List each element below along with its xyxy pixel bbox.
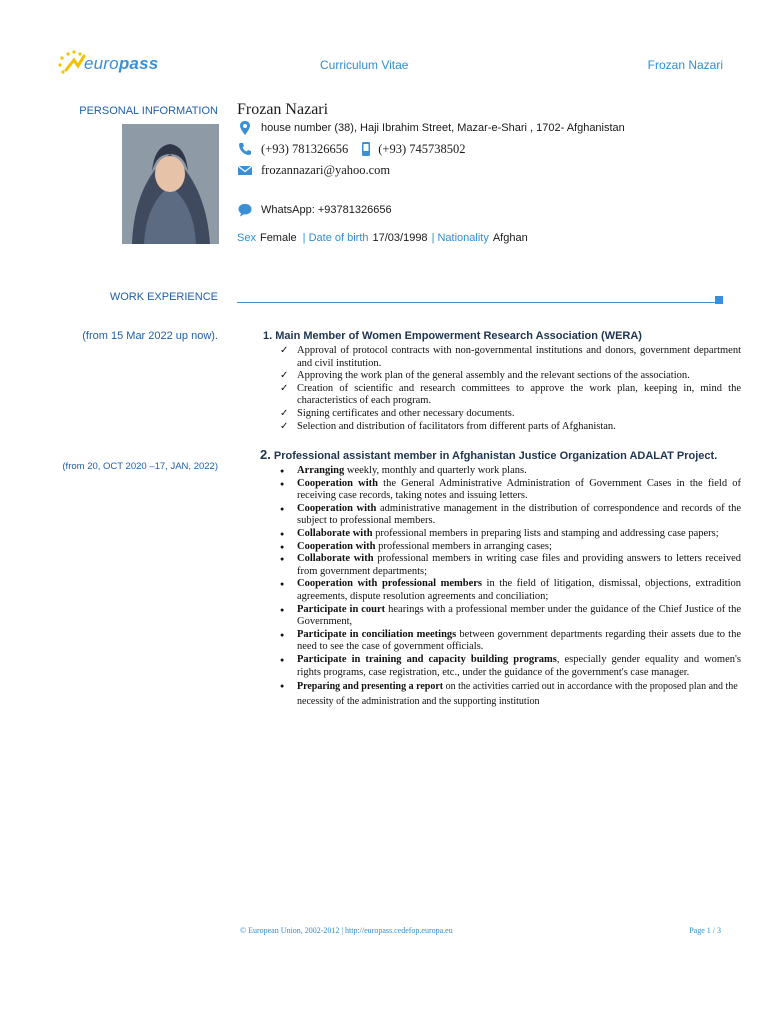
whatsapp-number[interactable]: WhatsApp: +93781326656	[261, 204, 392, 216]
profile-photo	[122, 124, 219, 244]
list-item: ● Participate in training and capacity building programs, especially gender equality and women's rights programs, case registration, etc., under the guidance of the government's case manager.	[277, 654, 741, 679]
list-item: ● Cooperation with professional members in the field of litigation, dismissal, objections, extradition agreements, dispute resolution agreements and conciliation;	[277, 578, 741, 603]
list-item: ● Participate in court hearings with a professional member under the guidance of the Chief Justice of the Government,	[277, 604, 741, 629]
nationality-value: Afghan	[492, 232, 528, 244]
address: house number (38), Haji Ibrahim Street, Mazar-e-Shari , 1702- Afghanistan	[261, 122, 625, 134]
job-2-date: (from 20, OCT 2020 –17, JAN, 2022)	[62, 461, 218, 472]
work-experience-heading: WORK EXPERIENCE	[109, 291, 218, 303]
section-divider-marker	[715, 296, 723, 304]
job-1-date: (from 15 Mar 2022 up now).	[82, 330, 218, 342]
list-item: ● Cooperation with administrative management in the distribution of correspondence and records of the subject to professional members.	[277, 503, 741, 528]
list-item: ✓ Creation of scientific and research committees to approve the work plan, keeping in, mind the characteristics of each program.	[277, 383, 741, 408]
job-2-title: Professional assistant member in Afghanistan Justice Organization ADALAT Project.	[273, 450, 718, 462]
list-item: ● Cooperation with the General Administrative Administration of Government Cases in the field of receiving case records, taking notes and issuing letters.	[277, 478, 741, 503]
person-name: Frozan Nazari	[237, 101, 329, 118]
list-item: ● Collaborate with professional members in writing case files and providing answers to letters received from government departments;	[277, 553, 741, 578]
email-link[interactable]: frozannazari@yahoo.com	[261, 162, 391, 177]
dob-label: | Date of birth	[302, 232, 369, 244]
footer-copyright: © European Union, 2002-2012 | http://europass.cedefop.europa.eu	[240, 926, 453, 935]
user-photo	[122, 124, 219, 244]
dob-value: 17/03/1998	[372, 232, 428, 244]
section-divider	[237, 302, 717, 303]
europass-logo-text: europass	[84, 54, 159, 73]
job-2-duties	[277, 465, 741, 709]
mobile-phone-icon	[358, 141, 374, 157]
list-item: ● Collaborate with professional members in preparing lists and stamping and addressing case papers;	[277, 528, 741, 541]
sex-label: Sex	[237, 232, 256, 244]
location-pin-icon	[237, 120, 253, 136]
personal-info-heading: PERSONAL INFORMATION	[79, 105, 218, 117]
job-2	[260, 447, 741, 709]
job-1-title: 1. Main Member of Women Empowerment Research Association (WERA)	[263, 330, 642, 342]
phone-primary[interactable]: (+93) 781326656	[261, 141, 349, 156]
job-1	[263, 330, 741, 433]
list-item: ✓ Approval of protocol contracts with non-governmental institutions and donors, government department and civil institution.	[277, 345, 741, 370]
list-item: ✓ Approving the work plan of the general assembly and the relevant sections of the association.	[277, 370, 741, 383]
nationality-label: | Nationality	[431, 232, 489, 244]
page-number: Page 1 / 3	[689, 926, 721, 935]
sex-value: Female	[259, 232, 297, 244]
personal-details-line	[237, 232, 528, 244]
list-item: ● Preparing and presenting a report on the activities carried out in accordance with the proposed plan and the necessity of the administration and the supporting institution	[277, 679, 741, 709]
job-2-number: 2.	[260, 447, 271, 462]
list-item: ● Cooperation with professional members in arranging cases;	[277, 541, 741, 554]
list-item: ✓ Selection and distribution of facilitators from different parts of Afghanistan.	[277, 421, 741, 434]
phone-icon	[237, 141, 253, 157]
list-item: ✓ Signing certificates and other necessary documents.	[277, 408, 741, 421]
document-title: Curriculum Vitae	[320, 58, 409, 72]
header-name: Frozan Nazari	[647, 58, 723, 72]
chat-bubble-icon	[237, 202, 253, 218]
list-item: ● Arranging weekly, monthly and quarterly work plans.	[277, 465, 741, 478]
envelope-icon	[237, 162, 253, 178]
phone-secondary[interactable]: (+93) 745738502	[378, 141, 466, 156]
job-1-duties	[277, 345, 741, 433]
list-item: ● Participate in conciliation meetings between government departments regarding their assets due to the need to see the case of government officials.	[277, 629, 741, 654]
